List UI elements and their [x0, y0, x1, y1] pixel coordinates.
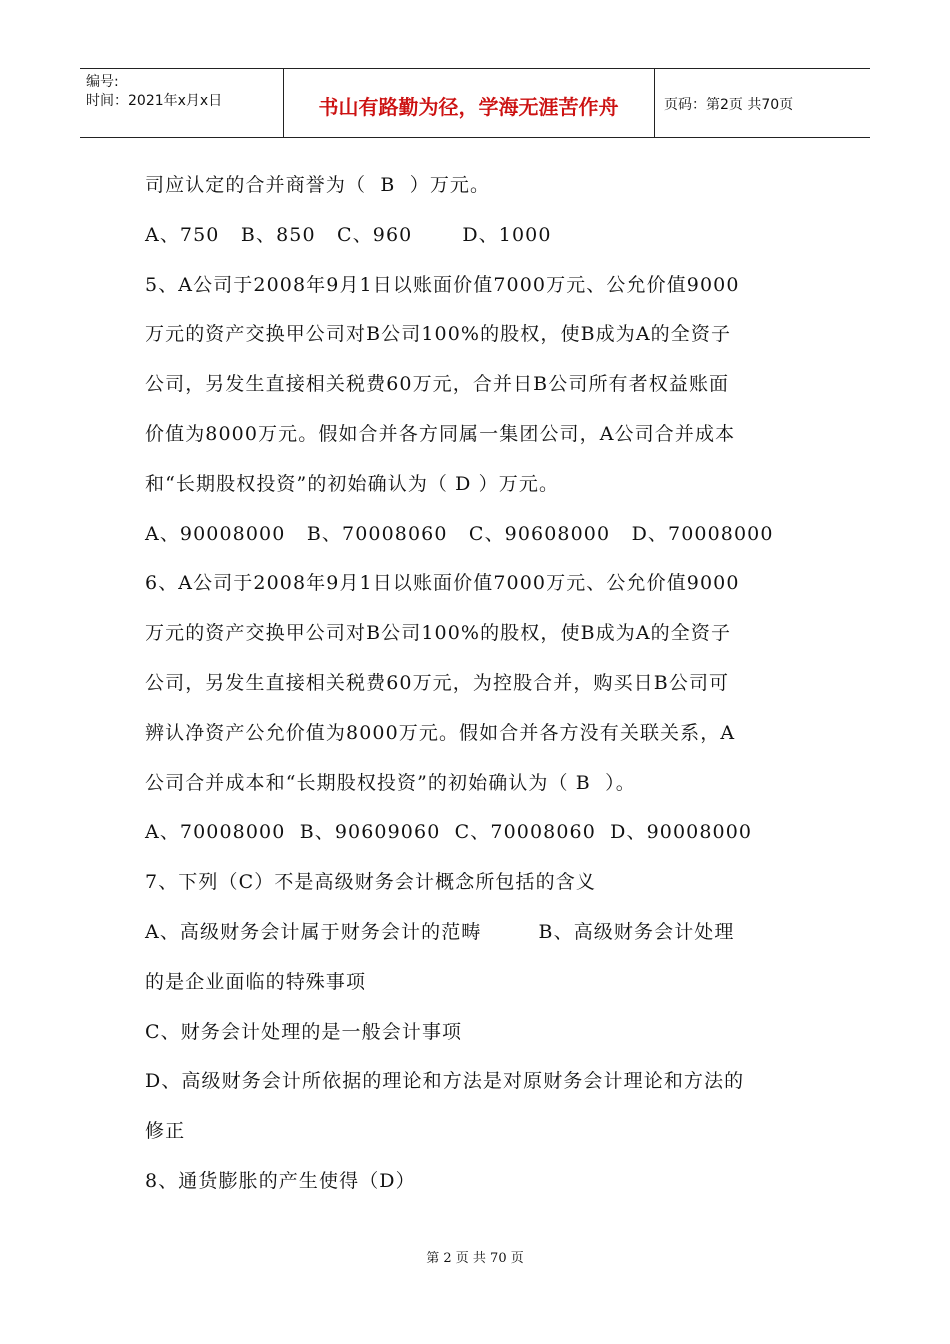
text-line: 公司，另发生直接相关税费60万元，合并日B公司所有者权益账面 — [145, 373, 730, 396]
text-line: 6、A公司于2008年9月1日以账面价值7000万元、公允价值9000 — [145, 572, 740, 595]
header-motto: 书山有路勤为径，学海无涯苦作舟 — [318, 95, 619, 119]
text-line: 8、通货膨胀的产生使得（D） — [145, 1169, 416, 1192]
text-line: 司应认定的合并商誉为（ B ）万元。 — [145, 174, 491, 196]
text-line: 的是企业面临的特殊事项 — [145, 970, 367, 993]
text-line: C、财务会计处理的是一般会计事项 — [145, 1020, 463, 1043]
text-line: 7、下列（C）不是高级财务会计概念所包括的含义 — [145, 871, 596, 894]
text-line: 公司，另发生直接相关税费60万元，为控股合并，购买日B公司可 — [145, 671, 730, 694]
page-footer: 第 2 页 共 70 页 — [426, 1251, 524, 1266]
text-line: A、90008000 B、70008060 C、90608000 D、70008000 — [145, 522, 774, 545]
header-page-info: 页码：第2页 共70页 — [664, 97, 794, 113]
text-line: 公司合并成本和“长期股权投资”的初始确认为（ B ）。 — [145, 771, 636, 794]
text-line: D、高级财务会计所依据的理论和方法是对原财务会计理论和方法的 — [145, 1070, 745, 1093]
document-date-label: 时间：2021年x月x日 — [86, 93, 223, 109]
document-number-label: 编号: — [86, 74, 119, 90]
page-header — [80, 68, 870, 138]
text-line: 万元的资产交换甲公司对B公司100%的股权，使B成为A的全资子 — [145, 323, 732, 346]
document-body — [145, 165, 810, 1211]
text-line: 价值为8000万元。假如合并各方同属一集团公司，A公司合并成本 — [145, 422, 736, 445]
text-line: 5、A公司于2008年9月1日以账面价值7000万元、公允价值9000 — [145, 273, 740, 296]
text-line: A、高级财务会计属于财务会计的范畴 B、高级财务会计处理 — [145, 920, 735, 943]
header-meta — [86, 73, 222, 111]
text-line: 万元的资产交换甲公司对B公司100%的股权，使B成为A的全资子 — [145, 622, 732, 645]
text-line: A、750 B、850 C、960 D、1000 — [145, 223, 552, 246]
text-line: 修正 — [145, 1120, 186, 1143]
text-line: 辨认净资产公允价值为8000万元。假如合并各方没有关联关系，A — [145, 721, 736, 744]
text-line: A、70008000 B、90609060 C、70008060 D、90008000 — [145, 821, 753, 844]
header-divider — [654, 69, 655, 137]
text-line: 和“长期股权投资”的初始确认为（ D ）万元。 — [145, 472, 560, 495]
